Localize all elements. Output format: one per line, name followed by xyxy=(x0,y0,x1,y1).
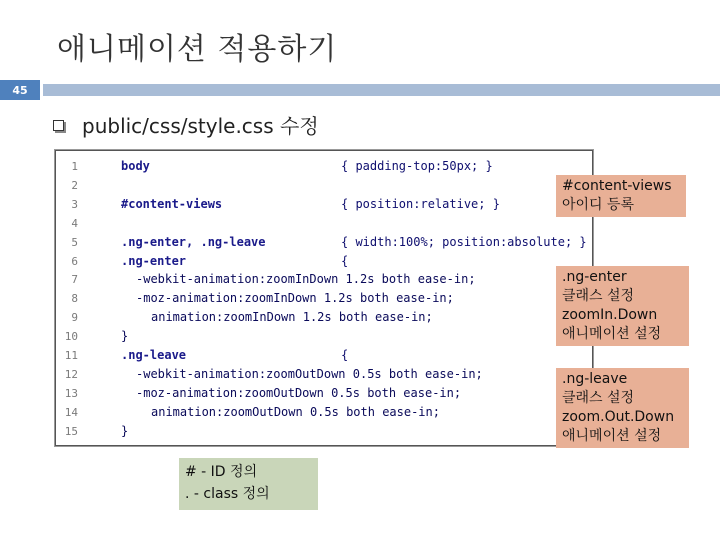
line-number: 9 xyxy=(71,311,78,325)
line-number: 1 xyxy=(71,160,78,173)
legend-id: # - ID 정의 xyxy=(185,464,258,480)
line-number: 13 xyxy=(64,386,78,400)
line-number: 2 xyxy=(71,178,78,192)
line-number: 4 xyxy=(71,216,78,230)
code-text: } xyxy=(121,423,129,438)
code-line xyxy=(56,365,590,384)
note-ng-leave xyxy=(556,368,689,448)
note-ng-enter xyxy=(556,266,689,346)
code-selector: #content-views xyxy=(121,196,223,211)
page-number: 45 xyxy=(0,80,40,100)
code-line xyxy=(56,384,590,403)
code-line xyxy=(56,195,590,214)
code-line xyxy=(56,422,590,441)
code-selector: body xyxy=(121,159,150,173)
code-line xyxy=(56,270,590,289)
legend-class: . - class 정의 xyxy=(185,486,270,502)
code-text: -moz-animation:zoomOutDown 0.5s both ease-in; xyxy=(136,385,462,400)
line-number: 5 xyxy=(71,235,78,249)
line-number: 11 xyxy=(64,349,78,362)
code-line xyxy=(56,327,590,346)
bullet-text: public/css/style.css 수정 xyxy=(82,114,319,138)
code-text: animation:zoomInDown 1.2s both ease-in; xyxy=(151,310,433,325)
code-line xyxy=(56,289,590,308)
note-line: 애니메이션 설정 xyxy=(562,326,662,342)
line-number: 6 xyxy=(71,254,78,268)
note-line: 아이디 등록 xyxy=(562,197,635,213)
code-declaration: { position:relative; } xyxy=(341,196,500,211)
code-selector: .ng-enter, .ng-leave xyxy=(121,234,266,249)
code-panel xyxy=(55,150,593,446)
note-line: 클래스 설정 xyxy=(562,288,635,304)
line-number: 3 xyxy=(71,197,78,211)
code-text: -webkit-animation:zoomOutDown 0.5s both ease-in; xyxy=(136,366,483,381)
code-line xyxy=(56,176,590,195)
code-line xyxy=(56,214,590,233)
bullet-square-icon xyxy=(53,120,64,131)
code-selector: .ng-leave xyxy=(121,348,187,362)
code-declaration: { width:100%; position:absolute; } xyxy=(341,234,587,249)
code-declaration: { padding-top:50px; } xyxy=(341,159,493,173)
code-line xyxy=(56,346,590,365)
note-line: .ng-leave xyxy=(562,371,628,387)
code-text: } xyxy=(121,329,129,344)
note-line: 애니메이션 설정 xyxy=(562,428,662,444)
code-line xyxy=(56,403,590,422)
note-line: #content-views xyxy=(562,178,672,194)
note-line: zoom.Out.Down xyxy=(562,409,675,425)
code-text: -webkit-animation:zoomInDown 1.2s both ease-in; xyxy=(136,272,476,287)
code-text: animation:zoomOutDown 0.5s both ease-in; xyxy=(151,404,440,419)
line-number: 10 xyxy=(64,330,78,344)
legend-box xyxy=(179,458,318,510)
code-declaration: { xyxy=(341,253,349,268)
slide-title: 애니메이션 적용하기 xyxy=(57,32,338,67)
note-line: 클래스 설정 xyxy=(562,390,635,406)
code-line xyxy=(56,233,590,252)
line-number: 7 xyxy=(71,273,78,287)
code-line xyxy=(56,252,590,271)
code-text: -moz-animation:zoomInDown 1.2s both ease-in; xyxy=(136,291,454,306)
line-number: 14 xyxy=(64,405,78,419)
note-content-views xyxy=(556,175,686,217)
line-number: 8 xyxy=(71,292,78,306)
code-line xyxy=(56,157,590,176)
code-declaration: { xyxy=(341,348,349,362)
note-line: zoomIn.Down xyxy=(562,307,658,323)
title-rule xyxy=(43,84,720,96)
line-number: 15 xyxy=(64,424,78,438)
line-number: 12 xyxy=(64,367,78,381)
note-line: .ng-enter xyxy=(562,269,627,285)
code-selector: .ng-enter xyxy=(121,253,187,268)
code-line xyxy=(56,308,590,327)
